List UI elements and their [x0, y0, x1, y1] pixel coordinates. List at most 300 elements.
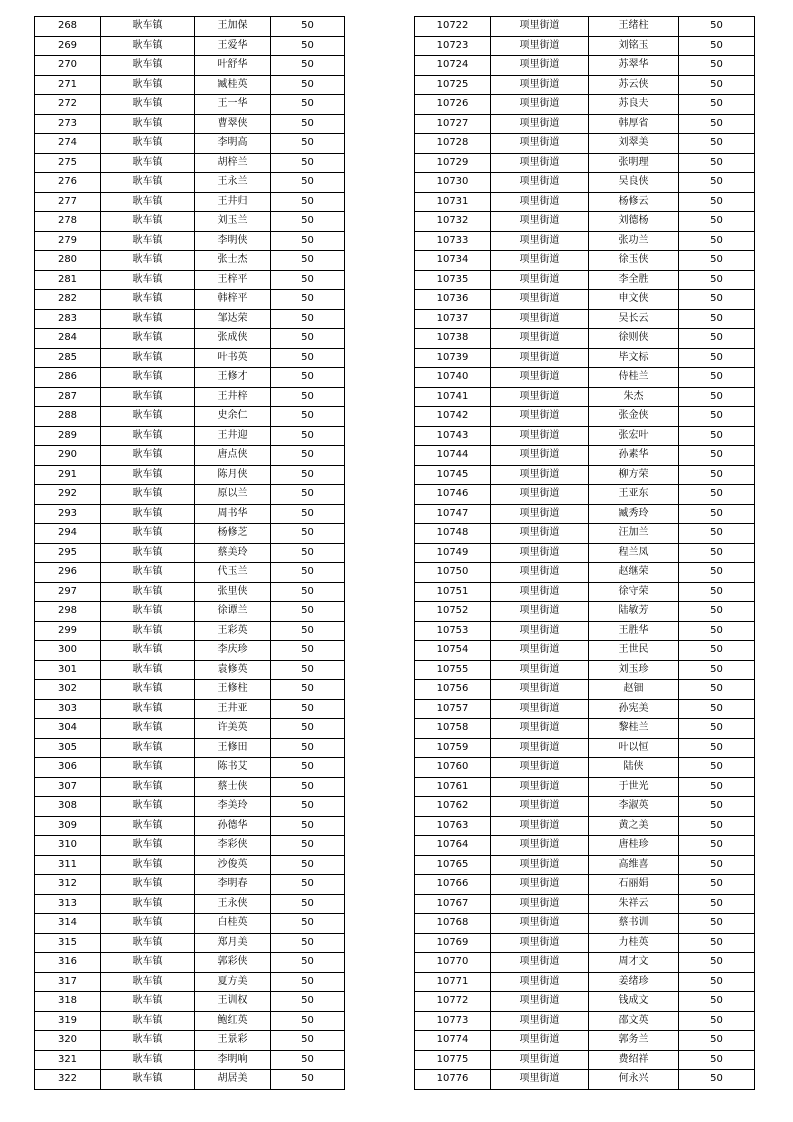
table-row — [35, 855, 345, 875]
amount-cell: 50 — [679, 914, 755, 934]
row-number-cell: 10769 — [415, 933, 491, 953]
table-row — [415, 524, 755, 544]
amount-cell: 50 — [679, 836, 755, 856]
name-cell: 周书华 — [195, 504, 271, 524]
row-number-cell: 268 — [35, 17, 101, 37]
name-cell: 韩梓平 — [195, 290, 271, 310]
row-number-cell: 276 — [35, 173, 101, 193]
row-number-cell: 10753 — [415, 621, 491, 641]
table-row — [415, 290, 755, 310]
table-row — [415, 777, 755, 797]
table-row — [415, 543, 755, 563]
amount-cell: 50 — [679, 192, 755, 212]
name-cell: 张士杰 — [195, 251, 271, 271]
name-cell: 张功兰 — [589, 231, 679, 251]
name-cell: 王永兰 — [195, 173, 271, 193]
town-cell: 耿车镇 — [101, 407, 195, 427]
name-cell: 申文侠 — [589, 290, 679, 310]
amount-cell: 50 — [271, 504, 345, 524]
row-number-cell: 312 — [35, 875, 101, 895]
row-number-cell: 10765 — [415, 855, 491, 875]
amount-cell: 50 — [679, 75, 755, 95]
amount-cell: 50 — [271, 1050, 345, 1070]
town-cell: 项里街道 — [491, 1011, 589, 1031]
name-cell: 孙德华 — [195, 816, 271, 836]
table-row — [415, 446, 755, 466]
town-cell: 耿车镇 — [101, 582, 195, 602]
town-cell: 项里街道 — [491, 836, 589, 856]
table-row — [415, 407, 755, 427]
name-cell: 白桂英 — [195, 914, 271, 934]
table-row — [35, 407, 345, 427]
town-cell: 项里街道 — [491, 875, 589, 895]
row-number-cell: 294 — [35, 524, 101, 544]
name-cell: 沙俊英 — [195, 855, 271, 875]
amount-cell: 50 — [679, 95, 755, 115]
town-cell: 耿车镇 — [101, 173, 195, 193]
name-cell: 陆敏芳 — [589, 602, 679, 622]
name-cell: 王加保 — [195, 17, 271, 37]
name-cell: 叶舒华 — [195, 56, 271, 76]
name-cell: 李明响 — [195, 1050, 271, 1070]
row-number-cell: 302 — [35, 680, 101, 700]
row-number-cell: 322 — [35, 1070, 101, 1090]
name-cell: 王井迎 — [195, 426, 271, 446]
amount-cell: 50 — [679, 270, 755, 290]
table-row — [35, 699, 345, 719]
name-cell: 力桂英 — [589, 933, 679, 953]
town-cell: 项里街道 — [491, 543, 589, 563]
name-cell: 刘翠美 — [589, 134, 679, 154]
amount-cell: 50 — [679, 231, 755, 251]
amount-cell: 50 — [271, 153, 345, 173]
town-cell: 项里街道 — [491, 173, 589, 193]
name-cell: 史余仁 — [195, 407, 271, 427]
amount-cell: 50 — [271, 36, 345, 56]
row-number-cell: 10755 — [415, 660, 491, 680]
town-cell: 耿车镇 — [101, 933, 195, 953]
town-cell: 项里街道 — [491, 192, 589, 212]
amount-cell: 50 — [679, 173, 755, 193]
row-number-cell: 303 — [35, 699, 101, 719]
town-cell: 项里街道 — [491, 992, 589, 1012]
town-cell: 项里街道 — [491, 602, 589, 622]
row-number-cell: 10726 — [415, 95, 491, 115]
table-row — [415, 368, 755, 388]
table-row — [35, 173, 345, 193]
amount-cell: 50 — [679, 56, 755, 76]
row-number-cell: 317 — [35, 972, 101, 992]
table-row — [35, 1070, 345, 1090]
table-row — [35, 504, 345, 524]
amount-cell: 50 — [679, 348, 755, 368]
table-row — [415, 504, 755, 524]
amount-cell: 50 — [271, 56, 345, 76]
table-row — [35, 309, 345, 329]
table-row — [35, 290, 345, 310]
row-number-cell: 321 — [35, 1050, 101, 1070]
name-cell: 李明春 — [195, 875, 271, 895]
amount-cell: 50 — [271, 738, 345, 758]
name-cell: 张成侠 — [195, 329, 271, 349]
amount-cell: 50 — [271, 348, 345, 368]
name-cell: 赵钿 — [589, 680, 679, 700]
amount-cell: 50 — [679, 855, 755, 875]
amount-cell: 50 — [679, 933, 755, 953]
name-cell: 唐点侠 — [195, 446, 271, 466]
amount-cell: 50 — [271, 894, 345, 914]
amount-cell: 50 — [271, 192, 345, 212]
amount-cell: 50 — [679, 972, 755, 992]
amount-cell: 50 — [679, 426, 755, 446]
row-number-cell: 10757 — [415, 699, 491, 719]
amount-cell: 50 — [679, 816, 755, 836]
row-number-cell: 304 — [35, 719, 101, 739]
table-row — [35, 485, 345, 505]
amount-cell: 50 — [271, 855, 345, 875]
table-row — [35, 153, 345, 173]
name-cell: 费绍祥 — [589, 1050, 679, 1070]
row-number-cell: 284 — [35, 329, 101, 349]
amount-cell: 50 — [679, 758, 755, 778]
amount-cell: 50 — [679, 407, 755, 427]
name-cell: 高维喜 — [589, 855, 679, 875]
town-cell: 耿车镇 — [101, 836, 195, 856]
amount-cell: 50 — [679, 251, 755, 271]
amount-cell: 50 — [679, 953, 755, 973]
row-number-cell: 316 — [35, 953, 101, 973]
row-number-cell: 314 — [35, 914, 101, 934]
name-cell: 刘德杨 — [589, 212, 679, 232]
name-cell: 程兰凤 — [589, 543, 679, 563]
amount-cell: 50 — [271, 543, 345, 563]
town-cell: 项里街道 — [491, 933, 589, 953]
table-row — [415, 933, 755, 953]
name-cell: 王修田 — [195, 738, 271, 758]
row-number-cell: 10732 — [415, 212, 491, 232]
row-number-cell: 285 — [35, 348, 101, 368]
name-cell: 徐谭兰 — [195, 602, 271, 622]
table-row — [415, 485, 755, 505]
town-cell: 耿车镇 — [101, 875, 195, 895]
name-cell: 张里侠 — [195, 582, 271, 602]
table-row — [35, 95, 345, 115]
name-cell: 原以兰 — [195, 485, 271, 505]
table-row — [35, 17, 345, 37]
name-cell: 王训权 — [195, 992, 271, 1012]
row-number-cell: 288 — [35, 407, 101, 427]
row-number-cell: 10775 — [415, 1050, 491, 1070]
table-row — [415, 660, 755, 680]
row-number-cell: 10774 — [415, 1031, 491, 1051]
name-cell: 郑月美 — [195, 933, 271, 953]
town-cell: 项里街道 — [491, 504, 589, 524]
name-cell: 郭彩侠 — [195, 953, 271, 973]
amount-cell: 50 — [271, 602, 345, 622]
amount-cell: 50 — [271, 719, 345, 739]
name-cell: 杨修云 — [589, 192, 679, 212]
row-number-cell: 10723 — [415, 36, 491, 56]
name-cell: 徐玉侠 — [589, 251, 679, 271]
table-row — [35, 231, 345, 251]
row-number-cell: 10747 — [415, 504, 491, 524]
town-cell: 耿车镇 — [101, 75, 195, 95]
name-cell: 石丽娟 — [589, 875, 679, 895]
amount-cell: 50 — [679, 602, 755, 622]
table-row — [415, 621, 755, 641]
row-number-cell: 10744 — [415, 446, 491, 466]
town-cell: 项里街道 — [491, 660, 589, 680]
town-cell: 项里街道 — [491, 524, 589, 544]
name-cell: 孙素华 — [589, 446, 679, 466]
table-row — [415, 329, 755, 349]
town-cell: 耿车镇 — [101, 972, 195, 992]
row-number-cell: 10761 — [415, 777, 491, 797]
table-row — [35, 114, 345, 134]
row-number-cell: 10745 — [415, 465, 491, 485]
town-cell: 项里街道 — [491, 446, 589, 466]
amount-cell: 50 — [271, 212, 345, 232]
row-number-cell: 10754 — [415, 641, 491, 661]
town-cell: 耿车镇 — [101, 251, 195, 271]
name-cell: 王永侠 — [195, 894, 271, 914]
name-cell: 陈月侠 — [195, 465, 271, 485]
row-number-cell: 10766 — [415, 875, 491, 895]
name-cell: 王井梓 — [195, 387, 271, 407]
row-number-cell: 10751 — [415, 582, 491, 602]
town-cell: 耿车镇 — [101, 426, 195, 446]
table-row — [415, 192, 755, 212]
row-number-cell: 10756 — [415, 680, 491, 700]
table-row — [35, 134, 345, 154]
table-row — [415, 738, 755, 758]
name-cell: 苏翠华 — [589, 56, 679, 76]
name-cell: 叶以恒 — [589, 738, 679, 758]
table-row — [415, 875, 755, 895]
amount-cell: 50 — [679, 621, 755, 641]
town-cell: 项里街道 — [491, 914, 589, 934]
row-number-cell: 272 — [35, 95, 101, 115]
amount-cell: 50 — [271, 368, 345, 388]
amount-cell: 50 — [679, 446, 755, 466]
amount-cell: 50 — [679, 699, 755, 719]
table-row — [35, 1031, 345, 1051]
row-number-cell: 315 — [35, 933, 101, 953]
town-cell: 耿车镇 — [101, 192, 195, 212]
row-number-cell: 10746 — [415, 485, 491, 505]
table-row — [415, 719, 755, 739]
name-cell: 王井归 — [195, 192, 271, 212]
town-cell: 耿车镇 — [101, 699, 195, 719]
table-row — [415, 114, 755, 134]
town-cell: 耿车镇 — [101, 290, 195, 310]
amount-cell: 50 — [679, 777, 755, 797]
row-number-cell: 10735 — [415, 270, 491, 290]
table-row — [35, 660, 345, 680]
amount-cell: 50 — [679, 114, 755, 134]
table-row — [35, 797, 345, 817]
row-number-cell: 319 — [35, 1011, 101, 1031]
town-cell: 耿车镇 — [101, 992, 195, 1012]
town-cell: 项里街道 — [491, 1031, 589, 1051]
row-number-cell: 279 — [35, 231, 101, 251]
table-row — [35, 1050, 345, 1070]
table-row — [35, 329, 345, 349]
amount-cell: 50 — [679, 387, 755, 407]
table-row — [35, 251, 345, 271]
table-row — [415, 582, 755, 602]
name-cell: 吴长云 — [589, 309, 679, 329]
table-row — [415, 212, 755, 232]
row-number-cell: 10722 — [415, 17, 491, 37]
town-cell: 耿车镇 — [101, 524, 195, 544]
amount-cell: 50 — [679, 368, 755, 388]
name-cell: 王胜华 — [589, 621, 679, 641]
table-row — [415, 1050, 755, 1070]
town-cell: 项里街道 — [491, 563, 589, 583]
table-row — [415, 270, 755, 290]
town-cell: 耿车镇 — [101, 17, 195, 37]
town-cell: 耿车镇 — [101, 95, 195, 115]
town-cell: 项里街道 — [491, 36, 589, 56]
table-row — [35, 875, 345, 895]
town-cell: 项里街道 — [491, 134, 589, 154]
table-row — [415, 641, 755, 661]
table-row — [35, 75, 345, 95]
row-number-cell: 10768 — [415, 914, 491, 934]
amount-cell: 50 — [679, 1011, 755, 1031]
town-cell: 项里街道 — [491, 485, 589, 505]
town-cell: 耿车镇 — [101, 212, 195, 232]
amount-cell: 50 — [679, 504, 755, 524]
name-cell: 胡居美 — [195, 1070, 271, 1090]
table-row — [35, 387, 345, 407]
row-number-cell: 10741 — [415, 387, 491, 407]
table-row — [415, 563, 755, 583]
name-cell: 郭务兰 — [589, 1031, 679, 1051]
row-number-cell: 309 — [35, 816, 101, 836]
table-row — [35, 212, 345, 232]
name-cell: 李淑英 — [589, 797, 679, 817]
amount-cell: 50 — [271, 953, 345, 973]
amount-cell: 50 — [271, 641, 345, 661]
row-number-cell: 313 — [35, 894, 101, 914]
name-cell: 王景彩 — [195, 1031, 271, 1051]
town-cell: 耿车镇 — [101, 504, 195, 524]
amount-cell: 50 — [271, 972, 345, 992]
town-cell: 项里街道 — [491, 1050, 589, 1070]
row-number-cell: 274 — [35, 134, 101, 154]
town-cell: 项里街道 — [491, 426, 589, 446]
amount-cell: 50 — [679, 719, 755, 739]
amount-cell: 50 — [271, 407, 345, 427]
name-cell: 王世民 — [589, 641, 679, 661]
amount-cell: 50 — [679, 134, 755, 154]
amount-cell: 50 — [271, 680, 345, 700]
table-row — [35, 348, 345, 368]
town-cell: 项里街道 — [491, 95, 589, 115]
town-cell: 项里街道 — [491, 972, 589, 992]
table-row — [415, 1011, 755, 1031]
amount-cell: 50 — [271, 17, 345, 37]
amount-cell: 50 — [679, 738, 755, 758]
town-cell: 项里街道 — [491, 368, 589, 388]
row-number-cell: 271 — [35, 75, 101, 95]
table-row — [415, 426, 755, 446]
table-row — [415, 251, 755, 271]
name-cell: 夏方美 — [195, 972, 271, 992]
row-number-cell: 10748 — [415, 524, 491, 544]
name-cell: 李全胜 — [589, 270, 679, 290]
town-cell: 耿车镇 — [101, 387, 195, 407]
amount-cell: 50 — [271, 836, 345, 856]
amount-cell: 50 — [679, 563, 755, 583]
town-cell: 耿车镇 — [101, 446, 195, 466]
row-number-cell: 10740 — [415, 368, 491, 388]
row-number-cell: 10729 — [415, 153, 491, 173]
row-number-cell: 10734 — [415, 251, 491, 271]
amount-cell: 50 — [679, 309, 755, 329]
row-number-cell: 10730 — [415, 173, 491, 193]
amount-cell: 50 — [679, 465, 755, 485]
table-row — [35, 1011, 345, 1031]
row-number-cell: 10737 — [415, 309, 491, 329]
name-cell: 邵文英 — [589, 1011, 679, 1031]
name-cell: 刘玉兰 — [195, 212, 271, 232]
row-number-cell: 310 — [35, 836, 101, 856]
table-row — [415, 17, 755, 37]
amount-cell: 50 — [271, 992, 345, 1012]
table-row — [35, 426, 345, 446]
row-number-cell: 10750 — [415, 563, 491, 583]
table-row — [415, 387, 755, 407]
town-cell: 项里街道 — [491, 641, 589, 661]
town-cell: 项里街道 — [491, 797, 589, 817]
town-cell: 耿车镇 — [101, 758, 195, 778]
name-cell: 孙宪美 — [589, 699, 679, 719]
name-cell: 侍桂兰 — [589, 368, 679, 388]
table-row — [415, 465, 755, 485]
town-cell: 耿车镇 — [101, 777, 195, 797]
row-number-cell: 10770 — [415, 953, 491, 973]
name-cell: 吴良侠 — [589, 173, 679, 193]
row-number-cell: 297 — [35, 582, 101, 602]
name-cell: 陈书艾 — [195, 758, 271, 778]
table-row — [415, 816, 755, 836]
town-cell: 耿车镇 — [101, 368, 195, 388]
table-row — [35, 582, 345, 602]
name-cell: 朱祥云 — [589, 894, 679, 914]
table-row — [415, 855, 755, 875]
town-cell: 耿车镇 — [101, 816, 195, 836]
table-row — [35, 680, 345, 700]
row-number-cell: 10758 — [415, 719, 491, 739]
name-cell: 柳方荣 — [589, 465, 679, 485]
town-cell: 耿车镇 — [101, 309, 195, 329]
table-row — [415, 894, 755, 914]
town-cell: 耿车镇 — [101, 641, 195, 661]
table-row — [35, 972, 345, 992]
table-row — [415, 348, 755, 368]
amount-cell: 50 — [679, 641, 755, 661]
table-row — [35, 56, 345, 76]
row-number-cell: 320 — [35, 1031, 101, 1051]
table-row — [35, 992, 345, 1012]
name-cell: 李庆珍 — [195, 641, 271, 661]
town-cell: 项里街道 — [491, 1070, 589, 1090]
amount-cell: 50 — [271, 660, 345, 680]
table-row — [415, 134, 755, 154]
